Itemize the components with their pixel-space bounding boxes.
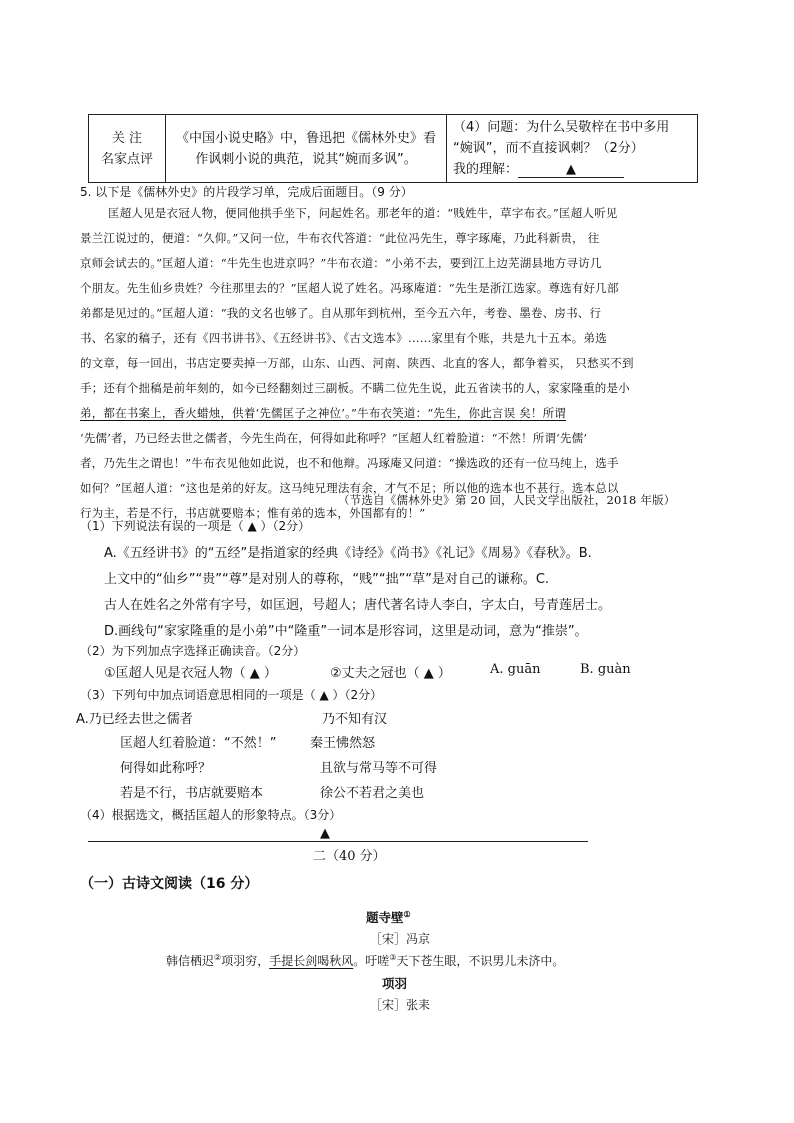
sub3-d-left: 若是不行，书店就要赔本 — [120, 786, 264, 801]
sub1-option-c: 古人在姓名之外常有字号，如匡迥，号超人；唐代著名诗人李白，字太白，号青莲居士。 — [104, 598, 612, 613]
section-divider — [88, 841, 588, 842]
answer-mark: ▲ — [566, 162, 577, 177]
passage-line: 书、名家的稿子，还有《四书讲书》、《五经讲书》、《古文选本》……家里有个账，共是九十五本。弟选 — [80, 331, 607, 345]
sub3-a-left: A.乃已经去世之儒者 — [76, 712, 193, 727]
poem1-author: ［宋］冯京 — [370, 932, 431, 946]
poem1-title — [366, 908, 411, 926]
sub3-b-right: 秦王怫然怒 — [310, 736, 376, 751]
sub3-c-left: 何得如此称呼？ — [120, 761, 212, 776]
poem1-title-text: 题寺壁 — [366, 910, 404, 925]
poem1-text-d: 。吁嗟 — [353, 954, 390, 968]
table-label-line2: 名家点评 — [100, 151, 153, 167]
passage-line: 手；还有个拙稿是前年刻的，如今已经翻刻过三副板。不瞒二位先生说，此五省读书的人，家家隆重的是小 — [80, 381, 630, 395]
sub3-c-right: 且欲与常马等不可得 — [320, 761, 438, 776]
table-comment-cell — [166, 115, 447, 183]
poem1-note-mark: ① — [403, 908, 411, 919]
passage-line: 景兰江说过的，便道：“久仰。”又问一位，牛布衣代答道：“此位冯先生，尊字琢庵，乃此科新贵， 往 — [80, 231, 600, 245]
sub3-stem: （3）下列句中加点词语意思相同的一项是（ ▲ ）（2分） — [80, 688, 383, 702]
sub2-stem: （2）为下列加点字选择正确读音。（2分） — [80, 644, 306, 658]
poem1-text-c-underlined: 手提长剑喝秋风 — [269, 954, 354, 968]
poem1-text-e: 天下苍生眼，不识男儿未济中。 — [396, 954, 565, 968]
sub2-option-b: B. guàn — [580, 662, 631, 677]
poem1-text — [166, 952, 564, 969]
poem2-title: 项羽 — [382, 976, 408, 991]
passage-line-underlined: 弟，都在书案上，香火蜡烛，供着‘先儒匡子之神位’。”牛布衣笑道：“先生，你此言误 矣！所谓 — [80, 406, 566, 420]
sub1-option-d: D.画线句“家家隆重的是小弟”中“隆重”一词本是形容词，这里是动词，意为“推崇”。 — [104, 624, 588, 639]
table-answer-row — [453, 159, 691, 180]
section2-title: （一）古诗文阅读（16 分） — [80, 876, 259, 892]
passage-source: （节选自《儒林外史》第 20 回，人民文学出版社，2018 年版） — [338, 493, 676, 507]
table-question-cell — [447, 115, 698, 183]
q5-heading: 5. 以下是《儒林外史》的片段学习单，完成后面题目。（9 分） — [80, 185, 413, 199]
sub2-option-a: A. guān — [490, 662, 541, 677]
sub3-d-right: 徐公不若君之美也 — [320, 786, 425, 801]
passage-line: 行为主，若是不行，书店就要赔本；惟有弟的选本，外国都有的！” — [80, 506, 426, 520]
table-label-cell — [89, 115, 166, 183]
table-answer-label: 我的理解： — [453, 162, 519, 177]
sub4-stem: （4）根据选文，概括匡超人的形象特点。（3分） — [80, 808, 342, 822]
passage-line: 如何？”匡超人道：“这也是弟的好友。这马纯兄理法有余，才气不足；所以他的选本也不甚行。选本总以 — [80, 481, 619, 495]
sub4-answer-mark[interactable]: ▲ — [320, 826, 330, 841]
sub3-a-right: 乃不知有汉 — [322, 712, 388, 727]
table-label-line1: 关 注 — [111, 130, 143, 146]
passage-line: ‘先儒’者，乃已经去世之儒者，今先生尚在，何得如此称呼？”匡超人红着脸道：“不然！所谓‘先儒’ — [80, 431, 588, 445]
sub1-option-a: A.《五经讲书》的“五经”是指道家的经典《诗经》《尚书》《礼记》《周易》《春秋》。B. — [104, 546, 592, 561]
passage-line: 的文章，每一回出，书店定要卖掉一万部，山东、山西、河南、陕西、北直的客人，都争着买， 只愁买不到 — [80, 356, 634, 370]
poem1-text-a: 韩信栖迟 — [166, 954, 215, 968]
answer-blank[interactable] — [518, 163, 624, 178]
table-question-line1: （4）问题：为什么吴敬梓在书中多用 — [453, 120, 670, 135]
section2-label: 二（40 分） — [313, 849, 386, 864]
passage-line: 弟都是见过的。”匡超人道：“我的文名也够了。自从那年到杭州，至今五六年，考卷、墨卷、房书、行 — [80, 306, 602, 320]
table-comment-line2: 作讽刺小说的典范，说其“婉而多讽”。 — [195, 151, 417, 167]
passage-line: 者，乃先生之谓也！”牛布衣见他如此说，也不和他辩。冯琢庵又问道：“操选政的还有一位马纯上，选手 — [80, 456, 619, 470]
sub2-item2: ②丈夫之冠也（ ▲ ） — [330, 666, 451, 681]
famous-comment-table — [88, 114, 698, 183]
passage-line: 个朋友。先生仙乡贵姓？今往那里去的？”匡超人说了姓名。冯琢庵道：“先生是浙江选家。尊选有好几部 — [80, 281, 619, 295]
poem1-note2: ② — [214, 953, 222, 962]
table-comment-line1: 《中国小说史略》中，鲁迅把《儒林外史》看 — [175, 130, 436, 146]
table-question-line2: “婉讽”，而不直接讽刺？（2分） — [453, 141, 644, 156]
poem1-note3: ③ — [389, 953, 397, 962]
sub3-b-left: 匡超人红着脸道：“不然！” — [120, 736, 277, 751]
passage-line: 匡超人见是衣冠人物，便同他拱手坐下，问起姓名。那老年的道：“贱姓牛，草字布衣。”匡超人听见 — [108, 206, 618, 220]
poem2-author: ［宋］张耒 — [370, 998, 431, 1012]
sub1-option-b: 上文中的“仙乡”“贵”“尊”是对别人的尊称，“贱”“拙”“草”是对自己的谦称。C. — [104, 572, 550, 587]
poem1-text-b: 项羽穷， — [221, 954, 270, 968]
sub2-item1: ①匡超人见是衣冠人物（ ▲ ） — [104, 666, 277, 681]
passage-line: 京师会试去的。”匡超人道：“牛先生也进京吗？”牛布衣道：“小弟不去，要到江上边芜湖县地方寻访几 — [80, 256, 602, 270]
sub1-stem: （1）下列说法有误的一项是（ ▲ ）（2分） — [80, 519, 311, 533]
